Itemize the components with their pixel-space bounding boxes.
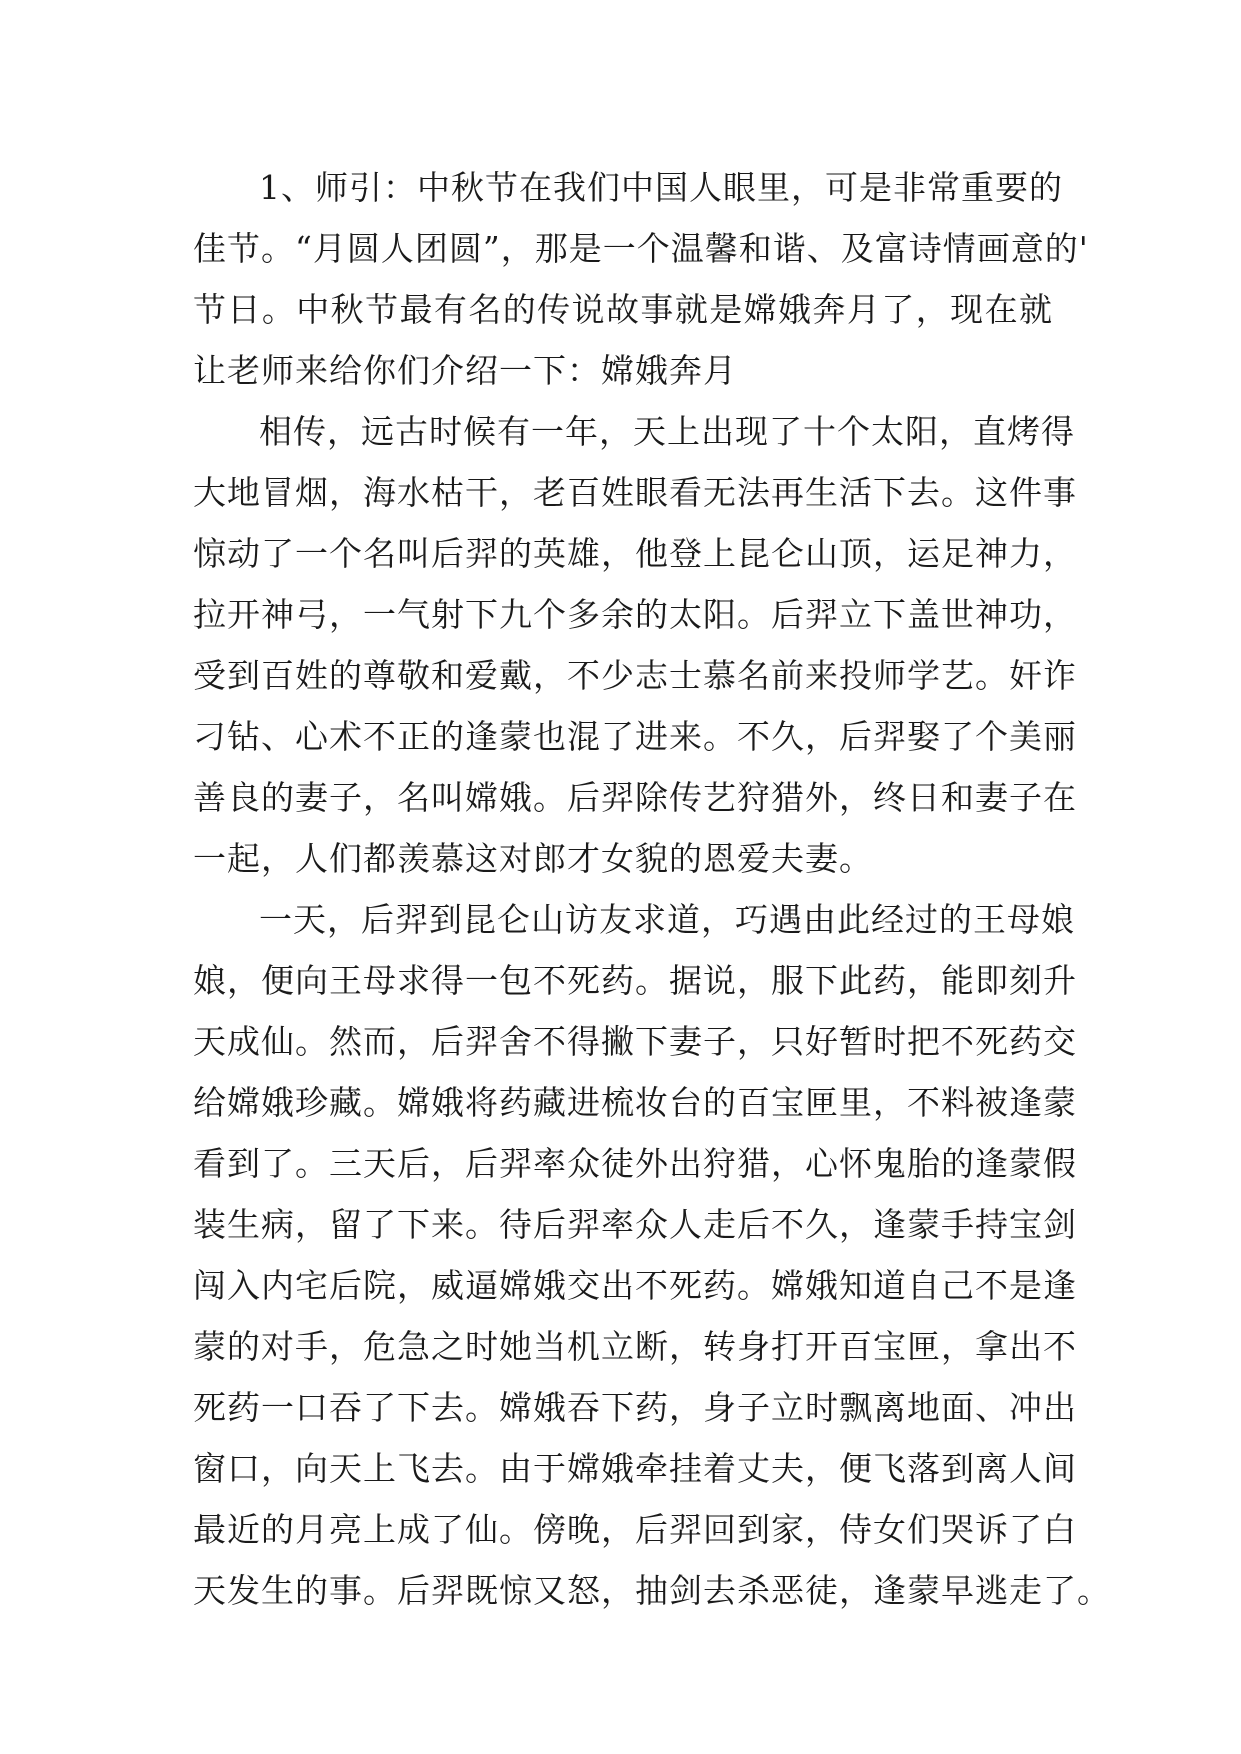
paragraph-intro: [193, 157, 1089, 401]
text-line: 天成仙。然而，后羿舍不得撇下妻子，只好暂时把不死药交: [193, 1022, 1077, 1061]
text-line: 让老师来给你们介绍一下：嫦娥奔月: [193, 351, 737, 390]
text-line: 给嫦娥珍藏。嫦娥将药藏进梳妆台的百宝匣里，不料被逢蒙: [193, 1083, 1077, 1122]
text-line: 佳节。“月圆人团圆”，那是一个温馨和谐、及富诗情画意的': [193, 229, 1089, 268]
text-line: 节日。中秋节最有名的传说故事就是嫦娥奔月了，现在就: [193, 290, 1053, 329]
text-line: 蒙的对手，危急之时她当机立断，转身打开百宝匣，拿出不: [193, 1327, 1077, 1366]
text-line: 看到了。三天后，后羿率众徒外出狩猎，心怀鬼胎的逢蒙假: [193, 1144, 1077, 1183]
text-line: 一天，后羿到昆仑山访友求道，巧遇由此经过的王母娘: [259, 900, 1075, 939]
text-line: 窗口，向天上飞去。由于嫦娥牵挂着丈夫，便飞落到离人间: [193, 1449, 1077, 1488]
text-line: 拉开神弓，一气射下九个多余的太阳。后羿立下盖世神功，: [193, 595, 1077, 634]
text-line: 刁钻、心术不正的逢蒙也混了进来。不久，后羿娶了个美丽: [193, 717, 1077, 756]
text-line: 大地冒烟，海水枯干，老百姓眼看无法再生活下去。这件事: [193, 473, 1077, 512]
text-line: 闯入内宅后院，威逼嫦娥交出不死药。嫦娥知道自己不是逢: [193, 1266, 1077, 1305]
paragraph-legend-houyi: [193, 401, 1077, 889]
text-line: 死药一口吞了下去。嫦娥吞下药，身子立时飘离地面、冲出: [193, 1388, 1077, 1427]
document-body: [193, 157, 1111, 1621]
text-line: 天发生的事。后羿既惊又怒，抽剑去杀恶徒，逢蒙早逃走了。: [193, 1571, 1111, 1610]
text-line: 惊动了一个名叫后羿的英雄，他登上昆仑山顶，运足神力，: [193, 534, 1077, 573]
text-line: 一起，人们都羡慕这对郎才女貌的恩爱夫妻。: [193, 839, 873, 878]
text-line: 娘，便向王母求得一包不死药。据说，服下此药，能即刻升: [193, 961, 1077, 1000]
text-line: 受到百姓的尊敬和爱戴，不少志士慕名前来投师学艺。奸诈: [193, 656, 1077, 695]
text-line: 相传，远古时候有一年，天上出现了十个太阳，直烤得: [259, 412, 1075, 451]
text-line: 1、师引：中秋节在我们中国人眼里，可是非常重要的: [259, 168, 1063, 207]
text-line: 装生病，留了下来。待后羿率众人走后不久，逢蒙手持宝剑: [193, 1205, 1077, 1244]
text-line: 最近的月亮上成了仙。傍晚，后羿回到家，侍女们哭诉了白: [193, 1510, 1077, 1549]
paragraph-legend-change: [193, 889, 1111, 1621]
text-line: 善良的妻子，名叫嫦娥。后羿除传艺狩猎外，终日和妻子在: [193, 778, 1077, 817]
